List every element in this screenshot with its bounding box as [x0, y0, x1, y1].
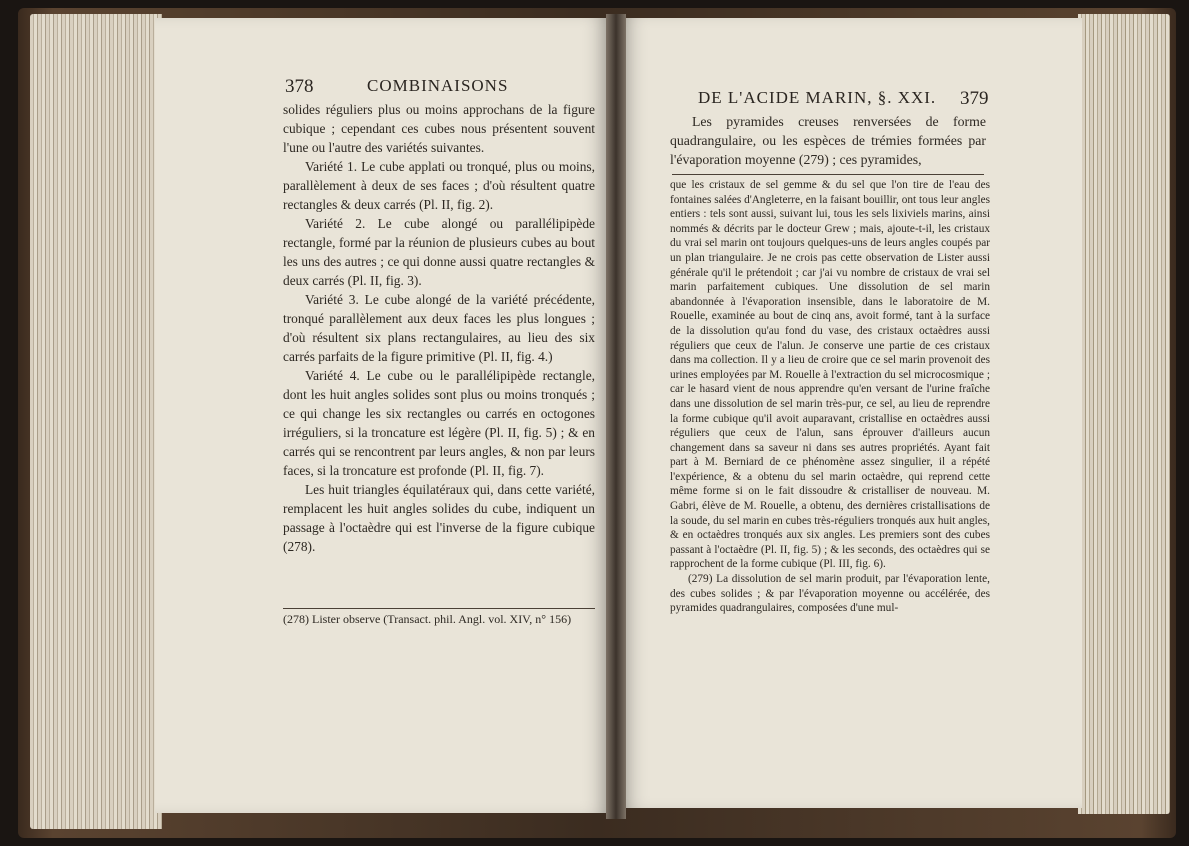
right-page: [620, 18, 1082, 808]
paragraph: Les pyramides creuses renversées de forme quadrangulaire, ou les espèces de trémies formées par l'évaporation moyenne (279) ; ces pyramides,: [670, 114, 986, 167]
paragraph: Variété 3. Le cube alongé de la variété précédente, tronqué parallèlement aux deux faces les plus longues ; d'où résultent six plans rectangulaires, au lieu des six carrés parfaits de la figure primitive (Pl. II, fig. 4.): [283, 292, 595, 364]
footnote: (278) Lister observe (Transact. phil. Angl. vol. XIV, n° 156): [283, 612, 572, 626]
body-text: [670, 112, 986, 169]
paragraph: Les huit triangles équilatéraux qui, dans cette variété, remplacent les huit angles solides du cube, indiquent un passage à l'octaèdre qui est l'inverse de la figure cubique (278).: [283, 482, 595, 554]
paragraph: Variété 4. Le cube ou le parallélipipède rectangle, dont les huit angles solides sont plus ou moins tronqués ; ce qui change les six rectangles ou carrés en octogones irréguliers, si la troncature est légère (Pl. II, fig. 5) ; & en carrés qui se rencontrent par leurs angles, & non par leurs faces, si la troncature est profonde (Pl. II, fig. 7).: [283, 368, 595, 478]
running-head: COMBINAISONS: [367, 76, 509, 95]
footnotes: [670, 178, 990, 616]
paragraph: Variété 2. Le cube alongé ou parallélipipède rectangle, formé par la réunion de plusieurs cubes au bout les uns des autres ; ce qui donne aussi quatre rectangles & deux carrés (Pl. II, fig. 3).: [283, 216, 595, 288]
footnote: (279) La dissolution de sel marin produit, par l'évaporation lente, des cubes solides ; & par l'évaporation moyenne ou accélérée, des pyramides quadrangulaires, composées d'une mul-: [670, 573, 990, 615]
book-gutter: [606, 14, 626, 819]
page-number: 378: [285, 76, 314, 97]
left-page: [155, 18, 610, 813]
page-edges-right: [1078, 14, 1170, 814]
page-number: 379: [960, 88, 989, 109]
page-edges-left: [30, 14, 162, 829]
paragraph: Variété 1. Le cube applati ou tronqué, plus ou moins, parallèlement à deux de ses faces ; d'où résultent quatre rectangles & deux carrés (Pl. II, fig. 2).: [283, 159, 595, 212]
footnote-rule: [672, 174, 984, 175]
footnote-continued: que les cristaux de sel gemme & du sel que l'on tire de l'eau des fontaines salées d'Angleterre, en la faisant bouillir, ont tous leur angles entiers : tels sont aussi, suivant lui, tous les sels lixiviels marins, ainsi nommés & décrits par le docteur Grew ; mais, ajoute-t-il, les cristaux du vrai sel marin ont toujours quelques-uns de leurs angles coupés par un plan triangulaire. Je ne crois pas cette observation de Lister aussi générale qu'il le prétendoit ; car j'ai vu nombre de cristaux de vrai sel marin parfaitement cubiques. Une dissolution de sel marin abandonnée à l'évaporation insensible, dans le laboratoire de M. Rouelle, examinée au bout de cinq ans, avoit formé, tant à la surface de la dissolution qu'au fond du vase, des cristaux octaèdres aussi réguliers que ceux de l'alun. Je conserve une partie de ces cristaux dans ma collection. Il y a lieu de croire que ce sel marin provenoit des urines employées par M. Rouelle à l'extraction du sel microcosmique ; car le hasard vient de nous apprendre qu'en versant de l'urine fraîche dans une dissolution de sel marin très-pur, ce sel, au lieu de reprendre la forme cubique qu'il avoit auparavant, cristallise en octaèdres aussi réguliers que ceux de l'alun, sans éprouver d'ailleurs aucun changement dans sa saveur ni dans ses autres propriétés. Ayant fait part à M. Berniard de ce phénomène assez singulier, il a répété l'expérience, & a obtenu du sel marin octaèdre, qui reprend cette même forme si on le fait dissoudre & cristalliser de nouveau. M. Gabri, élève de M. Rouelle, a obtenu, des dernières cristallisations de la soude, du sel marin en cubes très-réguliers tronqués aux huit angles, & en octaèdres tronqués aux six angles. Les premiers sont des cubes passant à l'octaèdre (Pl. II, fig. 5) ; & les seconds, des octaèdres qui se rapprochent de la forme cubique (Pl. III, fig. 6).: [670, 179, 990, 571]
paragraph: solides réguliers plus ou moins approchans de la figure cubique ; cependant ces cubes nous présentent souvent l'une ou l'autre des variétés suivantes.: [283, 102, 595, 155]
footnote-rule: [283, 608, 595, 609]
body-text: [283, 100, 595, 556]
running-head: DE L'ACIDE MARIN, §. XXI.: [698, 88, 937, 107]
